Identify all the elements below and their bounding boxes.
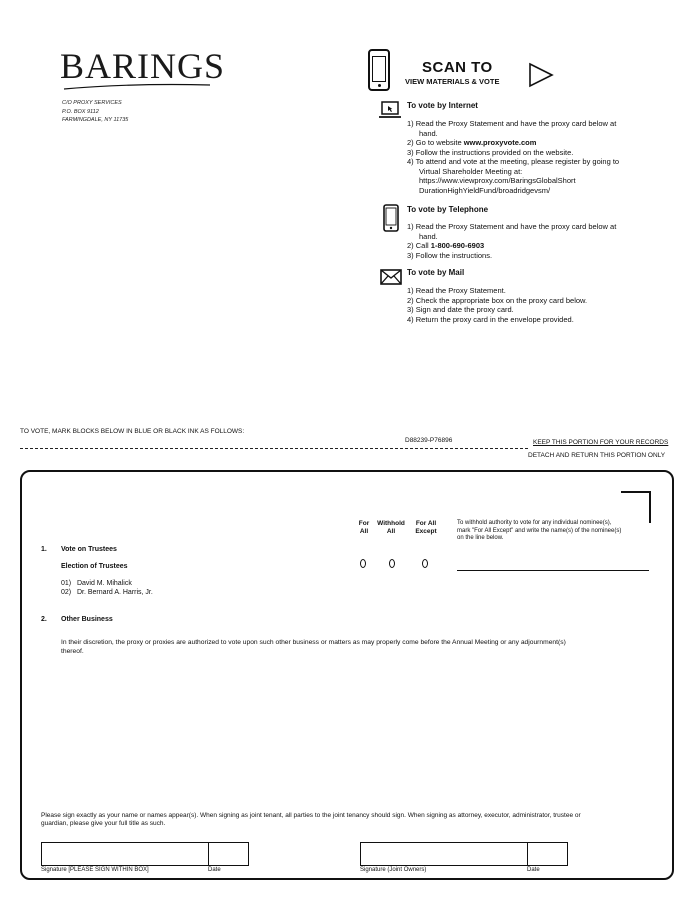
column-header: Withhold <box>377 520 405 527</box>
election-subtitle: Election of Trustees <box>61 563 128 570</box>
column-header: For All <box>415 520 437 527</box>
joint-date-label: Date <box>527 867 540 873</box>
other-business-text: In their discretion, the proxy or proxies are authorized to vote upon such other business or matters as may properly come before the Annual Meeting or any adjournment(s) thereof. <box>61 639 566 655</box>
signature-label: Signature [PLEASE SIGN WITHIN BOX] <box>41 867 149 873</box>
scan-title: SCAN TO <box>422 59 493 76</box>
step-text: Call <box>415 241 431 250</box>
step-text: Read the Proxy Statement. <box>415 286 506 295</box>
control-code: D88239-P76896 <box>405 437 453 444</box>
withhold-instructions: To withhold authority to vote for any individual nominee(s), mark "For All Except" and write the name(s) of the nominee(s) on the line below. <box>457 520 622 541</box>
item-1-title: Vote on Trustees <box>61 546 117 553</box>
website-link[interactable]: www.proxyvote.com <box>463 138 537 147</box>
mobile-phone-icon <box>383 204 399 232</box>
step-text: Read the Proxy Statement and have the proxy card below at hand. <box>415 119 617 138</box>
date-box[interactable] <box>208 842 249 866</box>
signature-box[interactable] <box>41 842 209 866</box>
step-number: 4) <box>407 314 414 324</box>
nominee-name: David M. Mihalick <box>76 580 132 587</box>
step-item <box>407 305 627 315</box>
step-item <box>407 119 627 138</box>
step-text: To attend and vote at the meeting, please register by going to Virtual Shareholder Meeting at: <box>415 157 620 176</box>
step-item <box>407 157 627 195</box>
step-number: 4) <box>407 157 414 166</box>
joint-signature-box[interactable] <box>360 842 528 866</box>
step-number: 3) <box>407 147 414 157</box>
address-line: FARMINGDALE, NY 11735 <box>62 117 129 123</box>
step-item <box>407 296 627 306</box>
column-for-all <box>356 520 372 536</box>
step-number: 1) <box>407 286 414 295</box>
nominee-name: Dr. Bernard A. Harris, Jr. <box>76 589 153 596</box>
step-item <box>407 241 627 251</box>
nominee-list <box>61 579 153 597</box>
play-arrow-icon <box>528 62 554 88</box>
virtual-meeting-url[interactable]: DurationHighYieldFund/broadridgevsm/ <box>419 185 551 195</box>
corner-mark <box>621 491 651 523</box>
step-number: 1) <box>407 222 414 231</box>
internet-steps <box>407 119 627 195</box>
phone-number[interactable]: 1-800-690-6903 <box>430 241 485 250</box>
step-text: Go to website <box>415 138 464 147</box>
step-number: 3) <box>407 305 414 314</box>
address-line: P.O. BOX 9112 <box>62 108 99 115</box>
joint-signature-label: Signature (Joint Owners) <box>360 867 427 873</box>
detach-portion-label: DETACH AND RETURN THIS PORTION ONLY <box>528 452 666 459</box>
withhold-all-oval[interactable] <box>389 559 395 568</box>
column-header: For <box>358 520 370 527</box>
step-text: Follow the instructions provided on the website. <box>415 147 574 157</box>
nominee-exception-line[interactable] <box>457 570 649 571</box>
step-number: 2) <box>407 241 414 250</box>
step-text: Sign and date the proxy card. <box>415 305 514 314</box>
telephone-steps <box>407 222 627 260</box>
scan-subtitle: VIEW MATERIALS & VOTE <box>405 77 500 86</box>
column-for-all-except <box>410 520 442 536</box>
step-item <box>407 286 627 296</box>
column-withhold-all <box>373 520 409 536</box>
envelope-icon <box>380 269 402 285</box>
internet-title: To vote by Internet <box>407 101 478 110</box>
step-number: 1) <box>407 119 414 128</box>
step-item <box>407 222 627 241</box>
keep-portion-label: KEEP THIS PORTION FOR YOUR RECORDS <box>533 439 669 446</box>
signing-instructions: Please sign exactly as your name or names appear(s). When signing as joint tenant, all parties to the joint tenancy should sign. When signing as attorney, executor, administrator, trustee or guardian, please give your full title as such. <box>41 812 581 827</box>
step-text: Check the appropriate box on the proxy card below. <box>415 295 588 305</box>
step-text: Return the proxy card in the envelope provided. <box>415 314 574 324</box>
item-1-number: 1. <box>41 546 47 553</box>
nominee-number: 01) <box>61 580 72 587</box>
telephone-title: To vote by Telephone <box>407 205 489 214</box>
step-number: 3) <box>407 250 414 260</box>
laptop-icon <box>378 100 402 120</box>
return-address <box>62 99 128 125</box>
column-header: All <box>359 528 369 535</box>
step-text: Read the Proxy Statement and have the proxy card below at hand. <box>415 222 617 241</box>
column-header: Except <box>415 528 437 535</box>
for-all-oval[interactable] <box>360 559 366 568</box>
nominee-item <box>61 579 153 588</box>
date-label: Date <box>208 867 221 873</box>
step-item <box>407 138 627 148</box>
logo-swoosh <box>62 83 212 91</box>
item-2-title: Other Business <box>61 616 113 623</box>
step-text: Follow the instructions. <box>415 250 493 260</box>
joint-date-box[interactable] <box>527 842 568 866</box>
column-header: All <box>386 528 396 535</box>
step-number: 2) <box>407 138 414 147</box>
step-item <box>407 315 627 325</box>
mark-instructions: TO VOTE, MARK BLOCKS BELOW IN BLUE OR BLACK INK AS FOLLOWS: <box>20 428 245 435</box>
nominee-item <box>61 588 153 597</box>
for-all-except-oval[interactable] <box>422 559 428 568</box>
nominee-number: 02) <box>61 589 72 596</box>
smartphone-icon <box>368 49 390 91</box>
item-2-number: 2. <box>41 616 47 623</box>
mail-title: To vote by Mail <box>407 268 465 277</box>
step-item <box>407 251 627 261</box>
address-line: C/O PROXY SERVICES <box>62 100 122 106</box>
mail-steps <box>407 286 627 324</box>
detach-line <box>20 448 528 449</box>
step-number: 2) <box>407 295 414 305</box>
step-item <box>407 148 627 158</box>
barings-logo: BARINGS <box>60 46 226 86</box>
virtual-meeting-url[interactable]: https://www.viewproxy.com/BaringsGlobalShort <box>419 176 576 185</box>
